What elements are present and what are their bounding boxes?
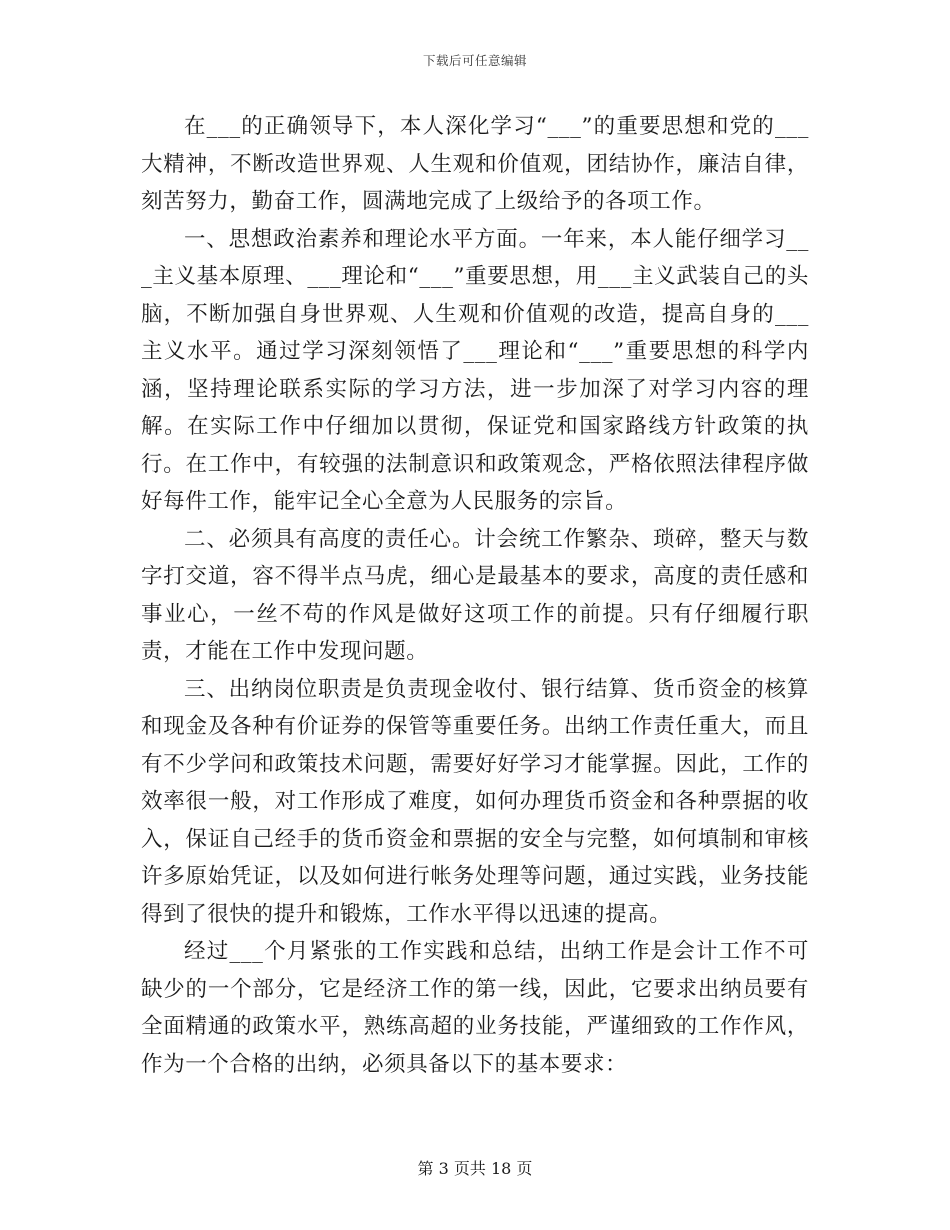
paragraph-intro: 在___的正确领导下，本人深化学习“___”的重要思想和党的___大精神，不断改造世界观、人生观和价值观，团结协作，廉洁自律，刻苦努力，勤奋工作，圆满地完成了上级给予的各项工作。	[141, 114, 809, 214]
paragraph-section-3: 三、出纳岗位职责是负责现金收付、银行结算、货币资金的核算和现金及各种有价证券的保管等重要任务。出纳工作责任重大，而且有不少学问和政策技术问题，需要好好学习才能掌握。因此，工作的效率很一般，对工作形成了难度，如何办理货币资金和各种票据的收入，保证自己经手的货币资金和票据的安全与完整，如何填制和审核许多原始凭证，以及如何进行帐务处理等问题，通过实践，业务技能得到了很快的提升和锻炼，工作水平得以迅速的提高。	[141, 676, 809, 927]
page-header: 下载后可任意编辑	[422, 53, 527, 68]
paragraph-summary: 经过___个月紧张的工作实践和总结，出纳工作是会计工作不可缺少的一个部分，它是经济工作的第一线，因此，它要求出纳员要有全面精通的政策水平，熟练高超的业务技能，严谨细致的工作作风，作为一个合格的出纳，必须具备以下的基本要求：	[141, 939, 809, 1077]
page-footer: 第 3 页共 18 页	[417, 1159, 533, 1178]
paragraph-section-2: 二、必须具有高度的责任心。计会统工作繁杂、琐碎，整天与数字打交道，容不得半点马虎，细心是最基本的要求，高度的责任感和事业心，一丝不苟的作风是做好这项工作的前提。只有仔细履行职责，才能在工作中发现问题。	[141, 526, 809, 664]
document-body	[141, 108, 809, 1083]
paragraph-section-1: 一、思想政治素养和理论水平方面。一年来，本人能仔细学习___主义基本原理、___理论和“___”重要思想，用___主义武装自己的头脑，不断加强自身世界观、人生观和价值观的改造，提高自身的___主义水平。通过学习深刻领悟了___理论和“___”重要思想的科学内涵，坚持理论联系实际的学习方法，进一步加深了对学习内容的理解。在实际工作中仔细加以贯彻，保证党和国家路线方针政策的执行。在工作中，有较强的法制意识和政策观念，严格依照法律程序做好每件工作，能牢记全心全意为人民服务的宗旨。	[141, 226, 809, 514]
